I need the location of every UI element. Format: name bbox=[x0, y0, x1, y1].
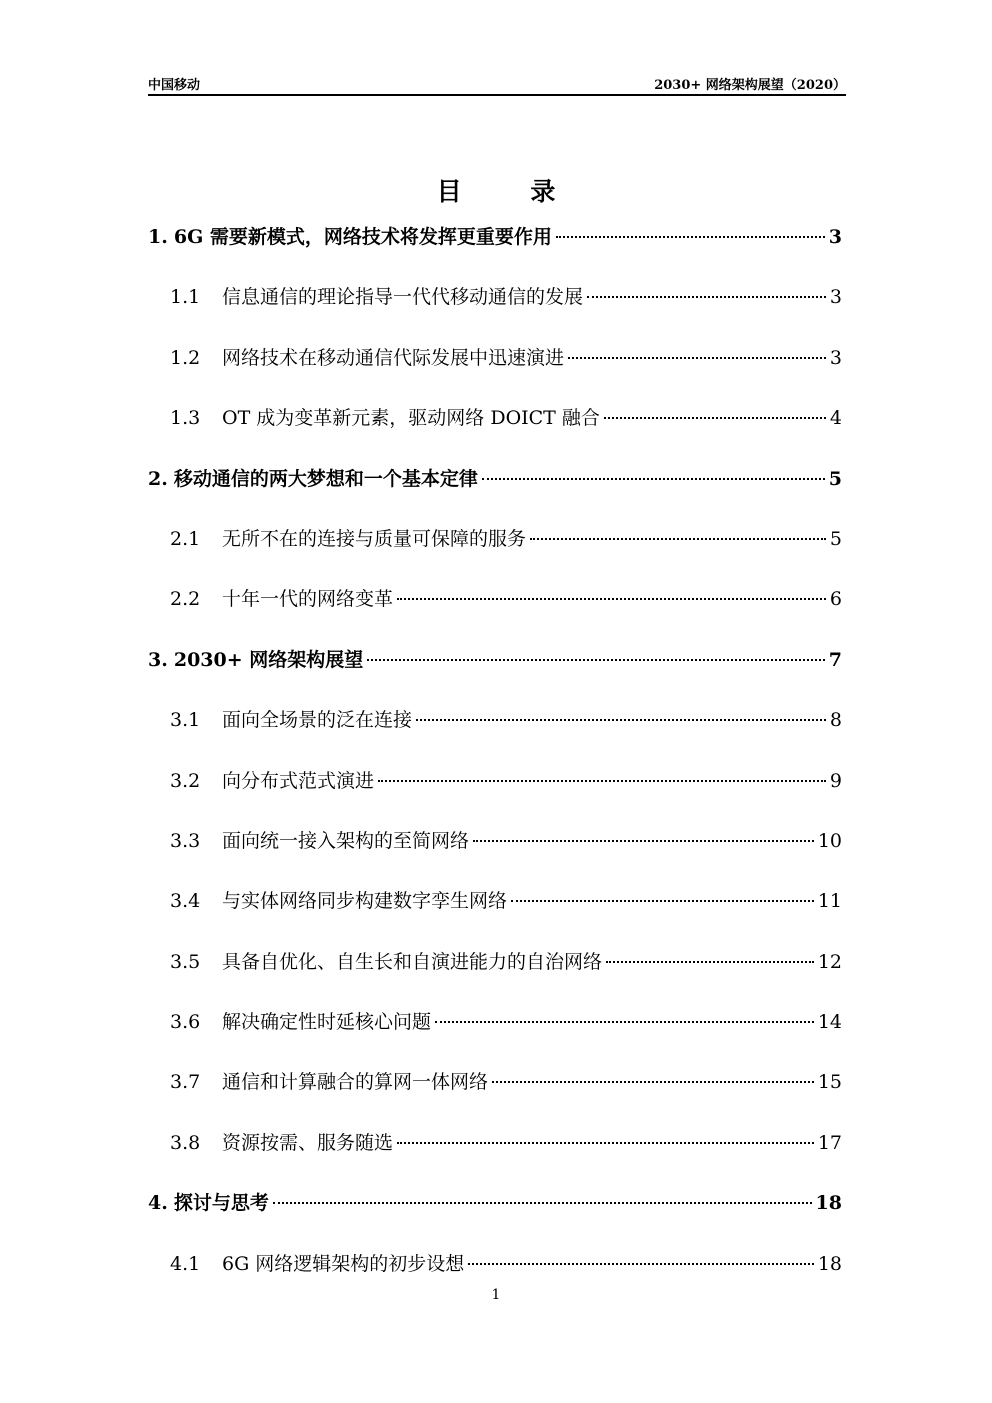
toc-entry-title: 2030+ 网络架构展望 bbox=[173, 648, 364, 671]
toc-entry-number: 3.1 bbox=[170, 709, 201, 732]
toc-dot-leader bbox=[378, 780, 826, 782]
toc-section-entry[interactable] bbox=[148, 343, 842, 403]
toc-section-entry[interactable] bbox=[148, 282, 842, 342]
toc-entry-title: 6G 网络逻辑架构的初步设想 bbox=[222, 1252, 465, 1275]
toc-entry-title: 移动通信的两大梦想和一个基本定律 bbox=[173, 467, 478, 490]
toc-entry-number: 3.5 bbox=[170, 950, 201, 973]
toc-chapter-entry[interactable] bbox=[148, 1188, 842, 1248]
page-number: 1 bbox=[491, 1287, 501, 1303]
toc-dot-leader bbox=[473, 840, 814, 842]
toc-entry-number: 4.1 bbox=[170, 1252, 201, 1275]
toc-entry-number: 1.2 bbox=[170, 346, 201, 369]
toc-entry-page: 15 bbox=[817, 1071, 842, 1094]
toc-entry-number: 3.3 bbox=[170, 829, 201, 852]
toc-section-entry[interactable] bbox=[148, 947, 842, 1007]
toc-entry-number: 2.2 bbox=[170, 588, 201, 611]
toc-entry-title: OT 成为变革新元素，驱动网络 DOICT 融合 bbox=[222, 407, 600, 430]
toc-entry-title: 十年一代的网络变革 bbox=[222, 588, 394, 611]
toc-entry-number: 4. bbox=[148, 1192, 168, 1215]
toc-dot-leader bbox=[568, 357, 826, 359]
toc-section-entry[interactable] bbox=[148, 826, 842, 886]
toc-entry-page: 12 bbox=[817, 950, 842, 973]
toc-section-entry[interactable] bbox=[148, 766, 842, 826]
toc-entry-title: 解决确定性时延核心问题 bbox=[222, 1011, 432, 1034]
toc-dot-leader bbox=[435, 1021, 814, 1023]
toc-section-entry[interactable] bbox=[148, 1067, 842, 1127]
toc-dot-leader bbox=[273, 1202, 812, 1204]
toc-dot-leader bbox=[587, 296, 826, 298]
toc-dot-leader bbox=[606, 961, 814, 963]
toc-entry-page: 18 bbox=[815, 1192, 842, 1215]
toc-entry-page: 4 bbox=[829, 407, 842, 430]
toc-chapter-entry[interactable] bbox=[148, 645, 842, 705]
toc-section-entry[interactable] bbox=[148, 705, 842, 765]
toc-entry-title: 与实体网络同步构建数字孪生网络 bbox=[222, 890, 508, 913]
toc-section-entry[interactable] bbox=[148, 1128, 842, 1188]
toc-section-entry[interactable] bbox=[148, 584, 842, 644]
toc-dot-leader bbox=[416, 719, 826, 721]
toc-section-entry[interactable] bbox=[148, 403, 842, 463]
toc-entry-number: 3.6 bbox=[170, 1011, 201, 1034]
toc-section-entry[interactable] bbox=[148, 886, 842, 946]
header-document-title: 2030+ 网络架构展望（2020） bbox=[654, 78, 846, 93]
toc-entry-page: 14 bbox=[817, 1011, 842, 1034]
toc-entry-title: 探讨与思考 bbox=[173, 1192, 269, 1215]
toc-entry-page: 5 bbox=[829, 527, 842, 550]
toc-title: 目 录 bbox=[436, 177, 586, 206]
toc-entry-number: 1.3 bbox=[170, 407, 201, 430]
toc-dot-leader bbox=[482, 478, 825, 480]
toc-entry-number: 2.1 bbox=[170, 527, 201, 550]
toc-entry-number: 2. bbox=[148, 467, 168, 490]
toc-entry-title: 面向统一接入架构的至简网络 bbox=[222, 829, 470, 852]
toc-dot-leader bbox=[492, 1081, 814, 1083]
toc-chapter-entry[interactable] bbox=[148, 464, 842, 524]
toc-entry-title: 面向全场景的泛在连接 bbox=[222, 709, 413, 732]
toc-chapter-entry[interactable] bbox=[148, 222, 842, 282]
toc-dot-leader bbox=[604, 417, 826, 419]
toc-entry-number: 1. bbox=[148, 226, 168, 248]
toc-entry-number: 3.4 bbox=[170, 890, 201, 913]
toc-entry-page: 10 bbox=[817, 829, 842, 852]
toc-entry-title: 无所不在的连接与质量可保障的服务 bbox=[222, 527, 527, 550]
toc-entry-page: 7 bbox=[828, 648, 842, 671]
toc-entry-title: 通信和计算融合的算网一体网络 bbox=[222, 1071, 489, 1094]
toc-entry-page: 3 bbox=[828, 226, 842, 248]
toc-entry-page: 3 bbox=[829, 286, 842, 309]
toc-entry-page: 8 bbox=[829, 709, 842, 732]
toc-dot-leader bbox=[511, 900, 814, 902]
table-of-contents bbox=[148, 222, 842, 1309]
toc-entry-number: 3.2 bbox=[170, 769, 201, 792]
toc-entry-number: 3.7 bbox=[170, 1071, 201, 1094]
toc-entry-title: 资源按需、服务随选 bbox=[222, 1131, 394, 1154]
toc-entry-number: 1.1 bbox=[170, 286, 201, 309]
toc-entry-page: 17 bbox=[817, 1131, 842, 1154]
toc-entry-number: 3.8 bbox=[170, 1131, 201, 1154]
toc-dot-leader bbox=[468, 1263, 814, 1265]
toc-entry-title: 网络技术在移动通信代际发展中迅速演进 bbox=[222, 346, 565, 369]
toc-section-entry[interactable] bbox=[148, 1007, 842, 1067]
page-header bbox=[148, 72, 846, 96]
toc-dot-leader bbox=[397, 598, 826, 600]
header-organization: 中国移动 bbox=[148, 78, 201, 93]
toc-entry-page: 3 bbox=[829, 346, 842, 369]
toc-entry-title: 具备自优化、自生长和自演进能力的自治网络 bbox=[222, 950, 603, 973]
toc-dot-leader bbox=[367, 659, 825, 661]
toc-entry-title: 向分布式范式演进 bbox=[222, 769, 375, 792]
toc-dot-leader bbox=[556, 236, 825, 238]
toc-entry-page: 9 bbox=[829, 769, 842, 792]
toc-entry-page: 18 bbox=[817, 1252, 842, 1275]
toc-entry-page: 5 bbox=[828, 467, 842, 490]
toc-dot-leader bbox=[397, 1142, 814, 1144]
toc-entry-page: 6 bbox=[829, 588, 842, 611]
toc-entry-page: 11 bbox=[817, 890, 842, 913]
toc-entry-number: 3. bbox=[148, 648, 168, 671]
toc-section-entry[interactable] bbox=[148, 524, 842, 584]
toc-dot-leader bbox=[530, 538, 826, 540]
toc-entry-title: 信息通信的理论指导一代代移动通信的发展 bbox=[222, 286, 584, 309]
toc-entry-title: 6G 需要新模式，网络技术将发挥更重要作用 bbox=[173, 226, 552, 248]
